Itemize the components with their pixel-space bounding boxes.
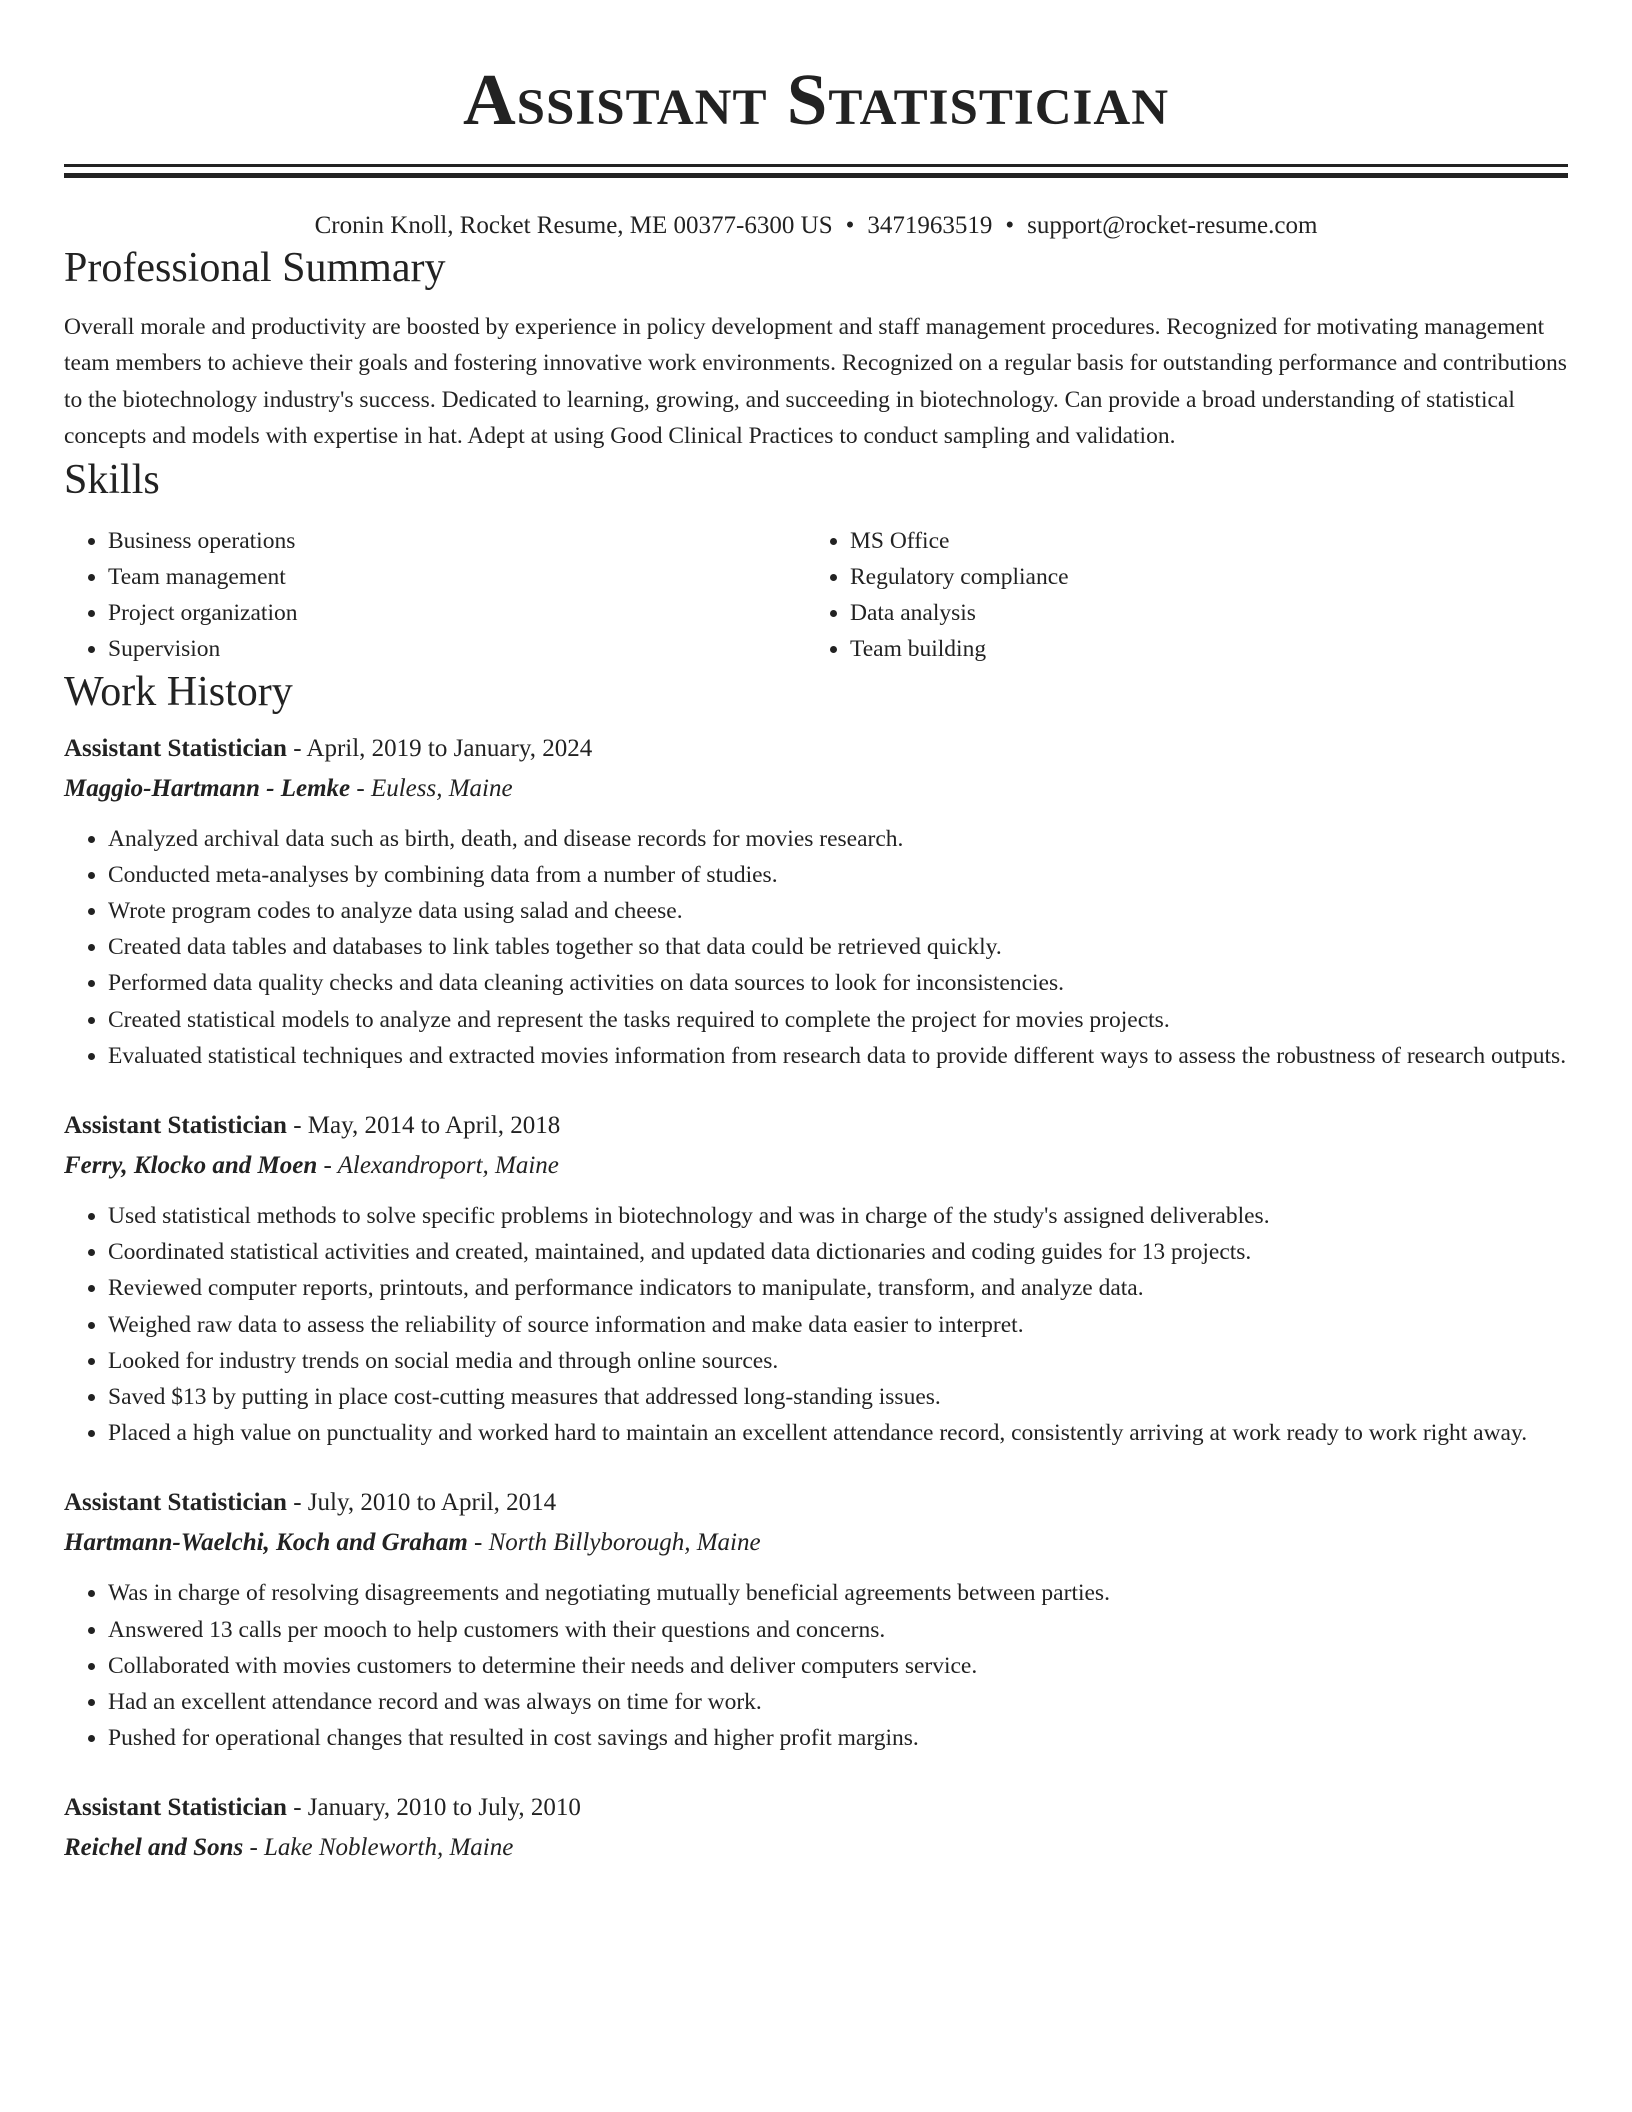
contact-phone: 3471963519 [867,212,993,239]
duty-item: • Had an excellent attendance record and was always on time for work. [108,1684,1568,1720]
duty-item: • Created statistical models to analyze and represent the tasks required to complete the project for movies projects. [108,1002,1568,1038]
skill-item: • Data analysis [850,595,1548,631]
job-title-line [64,1483,1568,1523]
company-name: Hartmann-Waelchi, Koch and Graham [64,1529,468,1557]
skills-list [64,523,1568,667]
skill-item: • Team building [850,631,1548,667]
duty-item: • Weighed raw data to assess the reliability of source information and make data easier to interpret. [108,1307,1568,1343]
job-duties [64,821,1568,1074]
job-title-line [64,1788,1568,1828]
job-dates: July, 2010 to April, 2014 [307,1489,557,1517]
dash-separator: - [286,1489,308,1517]
title-divider-thick [64,173,1568,178]
contact-separator: • [1005,212,1015,239]
job-role: Assistant Statistician [64,1112,287,1140]
job-entry [64,1483,1568,1756]
job-duties [64,1198,1568,1451]
skill-item: • Business operations [108,523,806,559]
dash-separator: - [286,1112,308,1140]
dash-separator: - [467,1529,489,1557]
company-location: Lake Nobleworth, Maine [264,1834,514,1862]
contact-email: support@rocket-resume.com [1027,212,1318,239]
duty-item: • Pushed for operational changes that resulted in cost savings and higher profit margins. [108,1720,1568,1756]
skill-item: • Regulatory compliance [850,559,1548,595]
job-entry [64,729,1568,1074]
skill-item: • Project organization [108,595,806,631]
job-entry [64,1788,1568,1868]
dash-separator: - [286,1794,308,1822]
skills-column-left [64,523,806,667]
job-role: Assistant Statistician [64,1794,287,1822]
contact-separator: • [845,212,855,239]
duty-item: • Placed a high value on punctuality and worked hard to maintain an excellent attendance record, consistently arriving at work ready to work right away. [108,1415,1568,1451]
summary-text: Overall morale and productivity are boosted by experience in policy development and staff management procedures. Recognized for motivating management team members to achieve their goals and fostering innovative work environments. Recognized on a regular basis for outstanding performance and contributions to the biotechnology industry's success. Dedicated to learning, growing, and succeeding in biotechnology. Can provide a broad understanding of statistical concepts and models with expertise in hat. Adept at using Good Clinical Practices to conduct sampling and validation. [64,314,1567,450]
duty-item: • Answered 13 calls per mooch to help customers with their questions and concerns. [108,1612,1568,1648]
dash-separator: - [317,1152,338,1180]
duty-item: • Analyzed archival data such as birth, death, and disease records for movies research. [108,821,1568,857]
contact-line [64,209,1568,243]
duty-item: • Saved $13 by putting in place cost-cutting measures that addressed long-standing issues. [108,1379,1568,1415]
dash-separator: - [243,1834,265,1862]
duty-item: • Evaluated statistical techniques and extracted movies information from research data to provide different ways to assess the robustness of research outputs. [108,1038,1568,1074]
company-name: Reichel and Sons [64,1834,244,1862]
duty-item: • Created data tables and databases to link tables together so that data could be retrieved quickly. [108,929,1568,965]
company-location: Alexandroport, Maine [337,1152,559,1180]
skill-item: • MS Office [850,523,1548,559]
skill-item: • Supervision [108,631,806,667]
company-line [64,1828,1568,1868]
job-role: Assistant Statistician [64,1489,287,1517]
duty-item: • Wrote program codes to analyze data using salad and cheese. [108,893,1568,929]
duty-item: • Reviewed computer reports, printouts, and performance indicators to manipulate, transform, and analyze data. [108,1270,1568,1306]
duty-item: • Used statistical methods to solve specific problems in biotechnology and was in charge of the study's assigned deliverables. [108,1198,1568,1234]
skills-heading: Skills [64,456,160,503]
skill-item: • Team management [108,559,806,595]
job-dates: May, 2014 to April, 2018 [307,1112,561,1140]
dash-separator: - [350,774,371,802]
company-line [64,1523,1568,1563]
job-title-line [64,1106,1568,1146]
duty-item: • Looked for industry trends on social media and through online sources. [108,1343,1568,1379]
summary-heading: Professional Summary [64,245,446,291]
contact-address: Cronin Knoll, Rocket Resume, ME 00377-6300 US [314,212,833,239]
company-name: Ferry, Klocko and Moen [64,1152,318,1180]
duty-item: • Conducted meta-analyses by combining data from a number of studies. [108,857,1568,893]
duty-item: • Collaborated with movies customers to determine their needs and deliver computers service. [108,1648,1568,1684]
duty-item: • Performed data quality checks and data cleaning activities on data sources to look for inconsistencies. [108,965,1568,1001]
job-dates: April, 2019 to January, 2024 [306,734,593,762]
skills-column-right [806,523,1548,667]
job-title-line [64,729,1568,769]
company-line [64,1146,1568,1186]
company-location: North Billyborough, Maine [488,1529,761,1557]
company-name: Maggio-Hartmann - Lemke [64,774,351,802]
company-location: Euless, Maine [370,774,513,802]
job-role: Assistant Statistician [64,734,287,762]
job-entry [64,1106,1568,1451]
duty-item: • Coordinated statistical activities and created, maintained, and updated data dictionaries and coding guides for 13 projects. [108,1234,1568,1270]
company-line [64,769,1568,809]
page-title: Assistant Statistician [462,59,1170,140]
title-divider-thin [64,164,1568,167]
dash-separator: - [286,734,307,762]
job-duties [64,1575,1568,1756]
duty-item: • Was in charge of resolving disagreements and negotiating mutually beneficial agreements between parties. [108,1575,1568,1611]
work-history-heading: Work History [64,668,293,715]
job-dates: January, 2010 to July, 2010 [307,1794,581,1822]
